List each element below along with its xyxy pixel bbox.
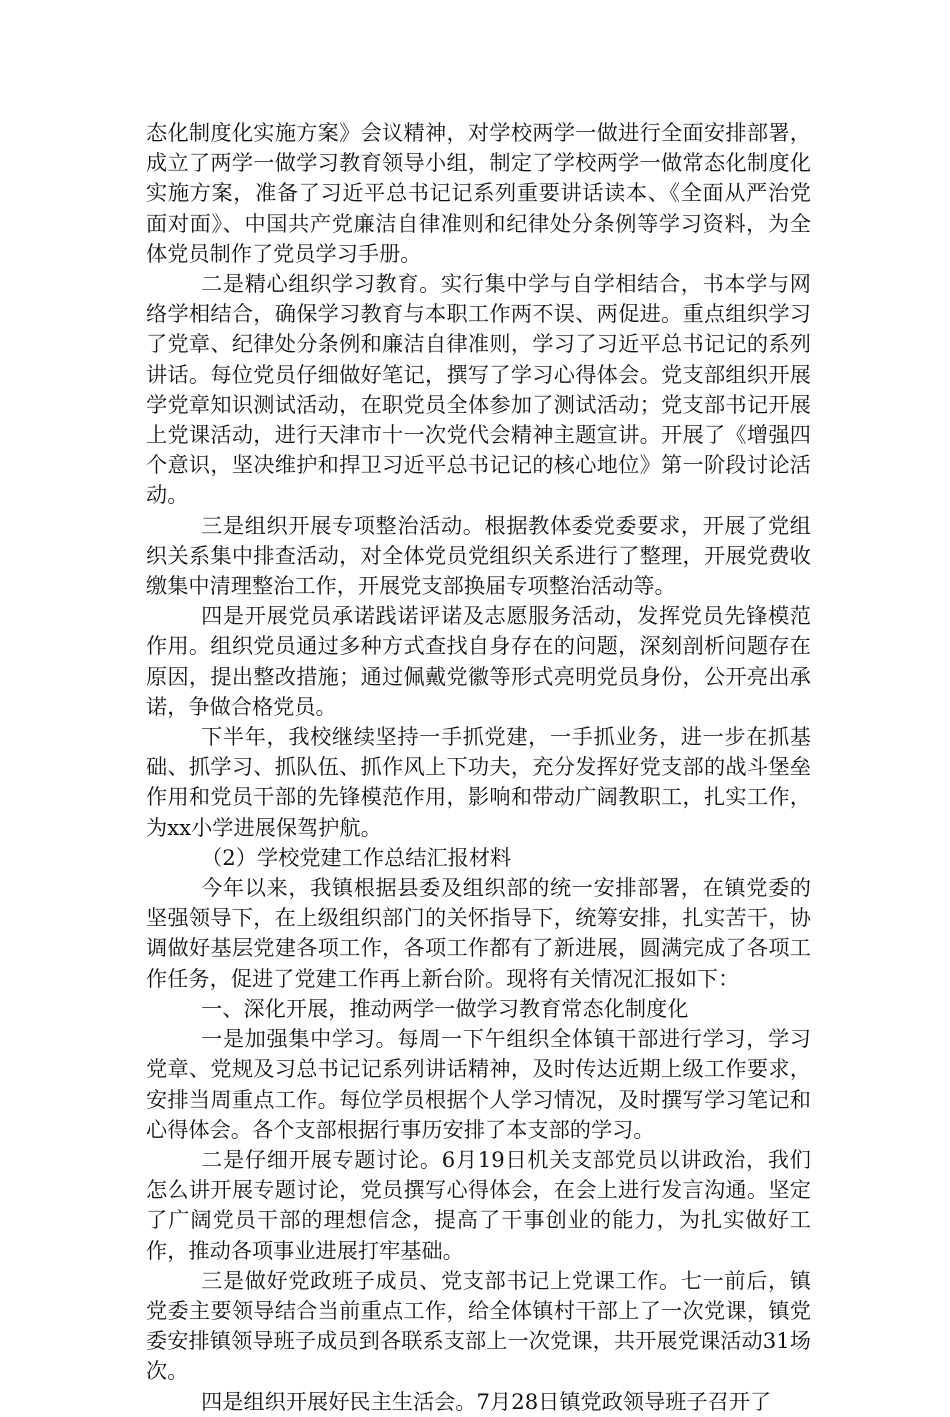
paragraph-continuation: 态化制度化实施方案》会议精神，对学校两学一做进行全面安排部署，成立了两学一做学习教育领导小组，制定了学校两学一做常态化制度化实施方案，准备了习近平总书记记系列重要讲话读本、《全面从严治党面对面》、中国共产党廉洁自律准则和纪律处分条例等学习资料，为全体党员制作了党员学习手册。 xyxy=(146,120,811,266)
paragraph-special-discussion: 二是仔细开展专题讨论。6月19日机关支部党员以讲政治，我们怎么讲开展专题讨论，党员撰写心得体会，在会上进行发言沟通。坚定了广阔党员干部的理想信念，提高了干事创业的能力，为扎实做好工作，推动各项事业进展打牢基础。 xyxy=(146,1146,811,1263)
paragraph-second-half-year: 下半年，我校继续坚持一手抓党建，一手抓业务，进一步在抓基础、抓学习、抓队伍、抓作风上下功夫，充分发挥好党支部的战斗堡垒作用和党员干部的先锋模范作用，影响和带动广阔教职工，扎实工作，为xx小学进展保驾护航。 xyxy=(146,724,811,840)
paragraph-party-lessons: 三是做好党政班子成员、党支部书记上党课工作。七一前后，镇党委主要领导结合当前重点工作，给全体镇村干部上了一次党课，镇党委安排镇领导班子成员到各联系支部上一次党课，共开展党课活动31场次。 xyxy=(146,1267,811,1384)
section-title-report: （2）学校党建工作总结汇报材料 xyxy=(201,844,512,870)
paragraph-study-education: 二是精心组织学习教育。实行集中学与自学相结合，书本学与网络学相结合，确保学习教育与本职工作两不误、两促进。重点组织学习了党章、纪律处分条例和廉洁自律准则，学习了习近平总书记记的系列讲话。每位党员仔细做好笔记，撰写了学习心得体会。党支部组织开展学党章知识测试活动，在职党员全体参加了测试活动；党支部书记开展上党课活动，进行天津市十一次党代会精神主题宣讲。开展了《增强四个意识，坚决维护和捍卫习近平总书记记的核心地位》第一阶段讨论活动。 xyxy=(146,271,811,508)
paragraph-centralized-study: 一是加强集中学习。每周一下午组织全体镇干部进行学习，学习党章、党规及习总书记记系列讲话精神，及时传达近期上级工作要求，安排当周重点工作。每位学员根据个人学习情况，及时撰写学习笔记和心得体会。各个支部根据行事历安排了本支部的学习。 xyxy=(146,1026,811,1142)
document-body xyxy=(146,118,811,1417)
paragraph-report-intro: 今年以来，我镇根据县委及组织部的统一安排部署，在镇党委的坚强领导下，在上级组织部门的关怀指导下，统筹安排，扎实苦干，协调做好基层党建各项工作，各项工作都有了新进展，圆满完成了各项工作任务，促进了党建工作再上新台阶。现将有关情况汇报如下： xyxy=(146,875,811,991)
paragraph-democratic-meeting: 四是组织开展好民主生活会。7月28日镇党政领导班子召开了 xyxy=(201,1388,772,1414)
section-heading-one: 一、深化开展，推动两学一做学习教育常态化制度化 xyxy=(201,995,689,1021)
paragraph-party-member-commitment: 四是开展党员承诺践诺评诺及志愿服务活动，发挥党员先锋模范作用。组织党员通过多种方式查找自身存在的问题，深刻剖析问题存在原因，提出整改措施；通过佩戴党徽等形式亮明党员身份，公开亮出承诺，争做合格党员。 xyxy=(146,603,811,719)
paragraph-special-rectification: 三是组织开展专项整治活动。根据教体委党委要求，开展了党组织关系集中排查活动，对全体党员党组织关系进行了整理，开展党费收缴集中清理整治工作，开展党支部换届专项整治活动等。 xyxy=(146,512,811,599)
